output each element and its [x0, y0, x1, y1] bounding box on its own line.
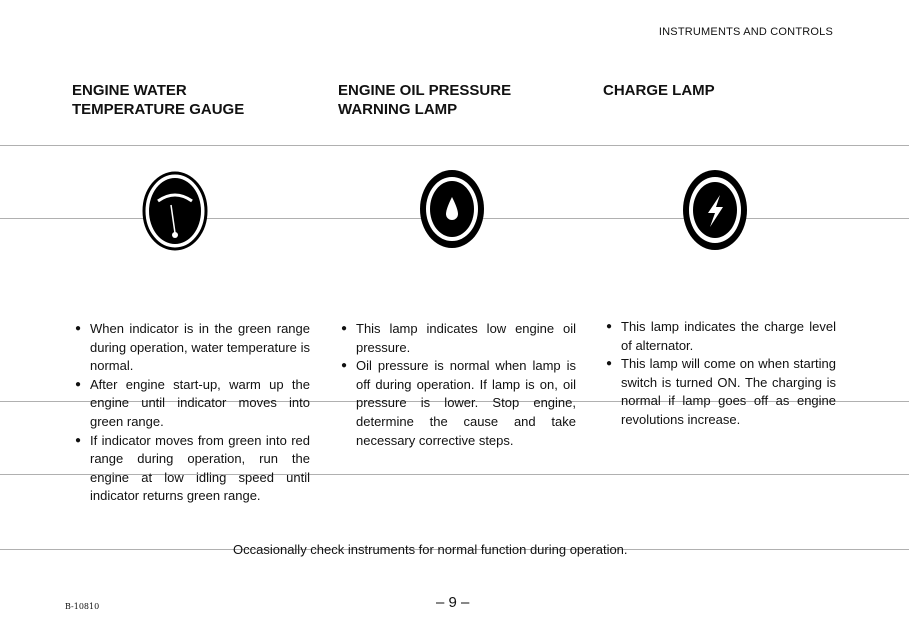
bullet-item: ● This lamp indicates the charge level of alternator. [621, 318, 836, 355]
temperature-description [90, 320, 310, 506]
bullet-item: ● This lamp will come on when starting switch is turned ON. The charging is normal if lamp goes off as engine revolutions increase. [621, 355, 836, 429]
temperature-gauge-icon [142, 171, 208, 251]
section-title-oil: ENGINE OIL PRESSURE WARNING LAMP [338, 82, 512, 118]
bullet-item: ● Oil pressure is normal when lamp is off during operation. If lamp is on, oil pressure is lower. Stop engine, determine the cause and take necessary corrective steps. [356, 357, 576, 450]
footer-note: Occasionally check instruments for normal function during operation. [233, 542, 628, 557]
page-header: INSTRUMENTS AND CONTROLS [658, 26, 833, 38]
section-title-charge: CHARGE LAMP [603, 82, 715, 99]
oil-description [356, 320, 576, 450]
page-number: – 9 – [436, 594, 470, 611]
bullet-item: ● If indicator moves from green into red range during operation, run the engine at low idling speed until indicator returns green range. [90, 432, 310, 506]
charge-lamp-icon [680, 167, 750, 253]
bullet-item: ● When indicator is in the green range during operation, water temperature is normal. [90, 320, 310, 376]
bullet-item: ● After engine start-up, warm up the engine until indicator moves into green range. [90, 376, 310, 432]
scan-line [0, 145, 909, 146]
section-title-temperature: ENGINE WATER TEMPERATURE GAUGE [72, 82, 245, 118]
document-code: B-10810 [65, 602, 100, 611]
bullet-item: ● This lamp indicates low engine oil pressure. [356, 320, 576, 357]
oil-pressure-lamp-icon [417, 167, 487, 251]
charge-description [621, 318, 836, 430]
